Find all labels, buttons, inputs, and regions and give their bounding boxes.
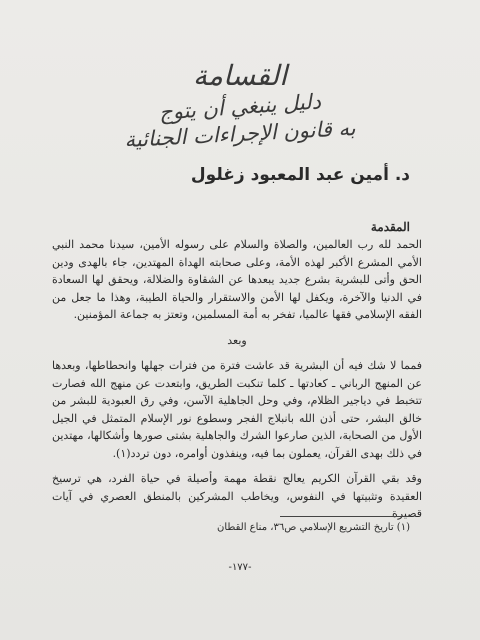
paragraph-intro: الحمد لله رب العالمين، والصلاة والسلام على رسوله الأمين، سيدنا محمد النبي الأمي المشرع الأكبر لهذه الأمة، وعلى صحابته الهداة المهتدين، جاء بالهدى ودين الحق وأتى للبشرية بشرع جديد يبعدها عن الشقاوة والضلالة، ويحقق لها السعادة في الدنيا والآخرة، ويكفل لها الأمن والاستقرار والحياة الطيبة، وهذا ما جعل من الفقه الإسلامي فقها عالميا، تفخر به أمة المسلمين، وتعتز به جماعة المؤمنين. <box>52 238 422 321</box>
footnote: (١) تاريخ التشريع الإسلامي ص٣٦، مناع القطان <box>217 522 410 533</box>
author-name: د. أمين عبد المعبود زغلول <box>190 165 410 185</box>
paragraph-3: وقد بقي القرآن الكريم يعالج نقطة مهمة وأصيلة في حياة الفرد، هي ترسيخ العقيدة وتثبيتها في النفوس، ويخاطب المشركين بالمنطق العصري في آيات قصيرة <box>52 472 422 520</box>
title-line-3: به قانون الإجراءات الجنائية <box>123 115 357 153</box>
paragraph-2: فمما لا شك فيه أن البشرية قد عاشت فترة من فترات جهلها وانحطاطها، وبعدها عن المنهج الرباني ـ كعادتها ـ كلما تنكبت الطريق، وابتعدت عن منهج الله فصارت تتخبط في دياجير الظلام، وفي وحل الجاهلية الآسن، وفي رق العبودية للبشر من خالق البشر، حتى أذن الله بانبلاج الفجر وسطوع نور الإسلام المتمثل في الجيل الأول من الصحابة، الذين صارعوا الشرك والجاهلية بشتى صورها وأشكالها، مهتدين في ذلك بهدى القرآن، يعملون بما فيه، وينفذون أوامره، دون تردد(١). <box>52 359 422 460</box>
body-text <box>52 236 422 531</box>
section-heading: المقدمة <box>370 220 410 234</box>
page-number: -١٧٧- <box>228 562 252 573</box>
title-line-2: دليل ينبغي أن يتوج <box>158 89 322 125</box>
transition-word: وبعد <box>227 333 247 347</box>
footnote-separator <box>280 516 410 517</box>
title-line-1: القسامة <box>193 59 287 92</box>
title-block <box>0 58 480 153</box>
